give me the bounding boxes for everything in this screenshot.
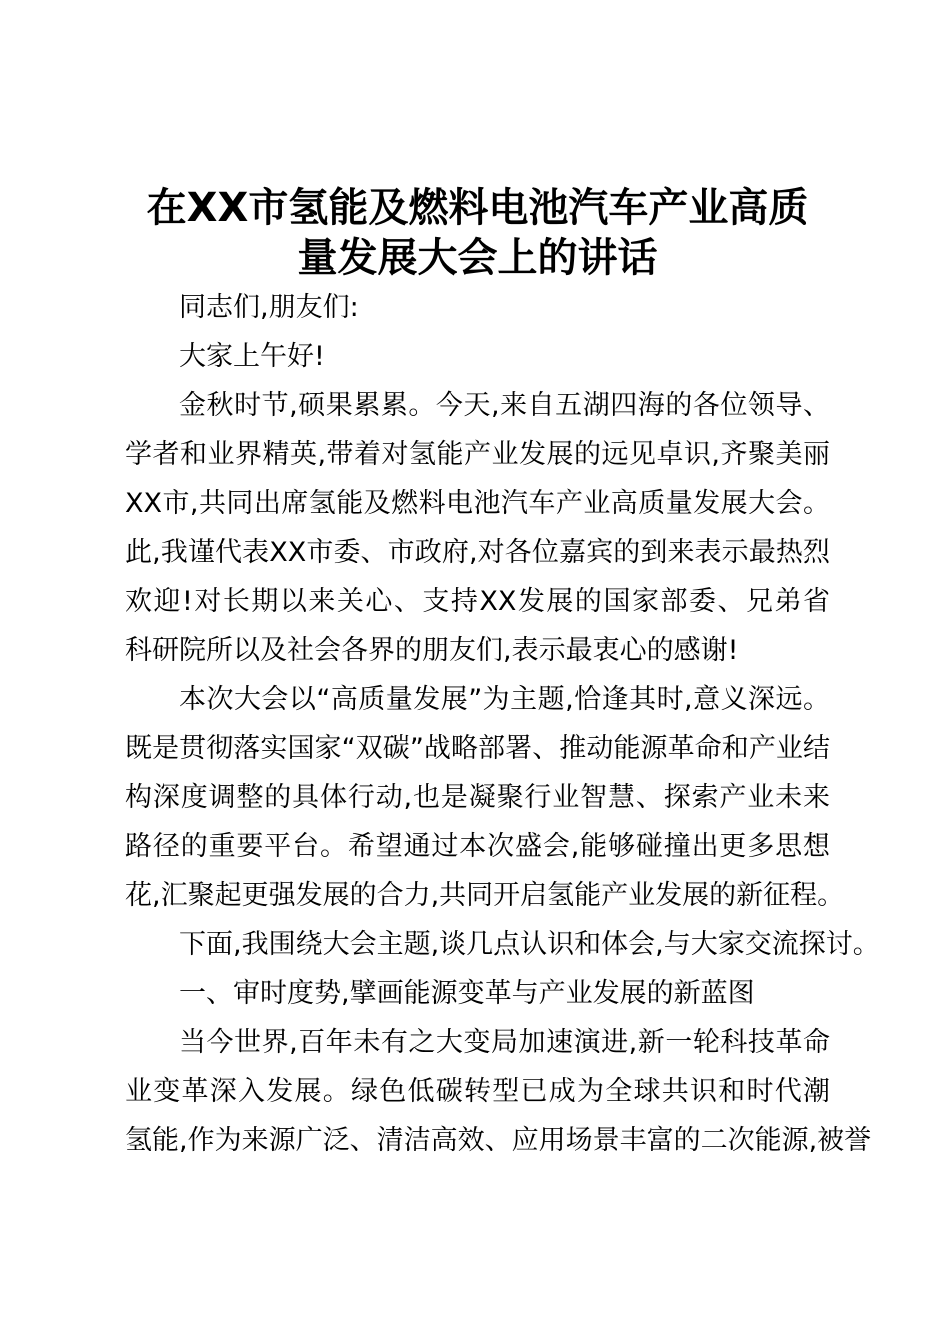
title-line: 在XX市氢能及燃料电池汽车产业高质 bbox=[146, 185, 809, 231]
paragraph-line: 金秋时节,硕果累累。今天,来自五湖四海的各位领导、 bbox=[179, 390, 830, 421]
paragraph-line: 氢能,作为来源广泛、清洁高效、应用场景丰富的二次能源,被誉 bbox=[125, 1125, 872, 1156]
paragraph bbox=[125, 283, 830, 332]
document-body bbox=[125, 283, 880, 1165]
paragraph-line: 既是贯彻落实国家“双碳”战略部署、推动能源革命和产业结 bbox=[125, 733, 830, 764]
paragraph bbox=[125, 381, 830, 675]
paragraph-line: 路径的重要平台。希望通过本次盛会,能够碰撞出更多思想 bbox=[125, 831, 830, 862]
paragraph-line: 大家上午好! bbox=[179, 341, 325, 372]
paragraph bbox=[125, 969, 830, 1018]
paragraph bbox=[125, 1018, 872, 1165]
document-title bbox=[125, 183, 830, 283]
paragraph-line: 当今世界,百年未有之大变局加速演进,新一轮科技革命 bbox=[179, 1027, 830, 1058]
paragraph-line: 业变革深入发展。绿色低碳转型已成为全球共识和时代潮 bbox=[125, 1076, 830, 1107]
paragraph-line: 同志们,朋友们: bbox=[179, 292, 359, 323]
paragraph-line: 学者和业界精英,带着对氢能产业发展的远见卓识,齐聚美丽 bbox=[125, 439, 830, 470]
paragraph-line: 花,汇聚起更强发展的合力,共同开启氢能产业发展的新征程。 bbox=[125, 880, 845, 911]
paragraph-line: 下面,我围绕大会主题,谈几点认识和体会,与大家交流探讨。 bbox=[179, 929, 880, 960]
paragraph-line: XX市,共同出席氢能及燃料电池汽车产业高质量发展大会。 bbox=[125, 488, 830, 519]
paragraph-line: 一、审时度势,擘画能源变革与产业发展的新蓝图 bbox=[179, 978, 755, 1009]
title-line: 量发展大会上的讲话 bbox=[297, 235, 658, 281]
paragraph-line: 本次大会以“高质量发展”为主题,恰逢其时,意义深远。 bbox=[179, 684, 830, 715]
paragraph bbox=[125, 332, 830, 381]
paragraph-line: 构深度调整的具体行动,也是凝聚行业智慧、探索产业未来 bbox=[125, 782, 830, 813]
paragraph-line: 科研院所以及社会各界的朋友们,表示最衷心的感谢! bbox=[125, 635, 739, 666]
paragraph-line: 欢迎!对长期以来关心、支持XX发展的国家部委、兄弟省 bbox=[125, 586, 830, 617]
paragraph bbox=[125, 920, 880, 969]
paragraph-line: 此,我谨代表XX市委、市政府,对各位嘉宾的到来表示最热烈 bbox=[125, 537, 830, 568]
paragraph bbox=[125, 675, 845, 920]
